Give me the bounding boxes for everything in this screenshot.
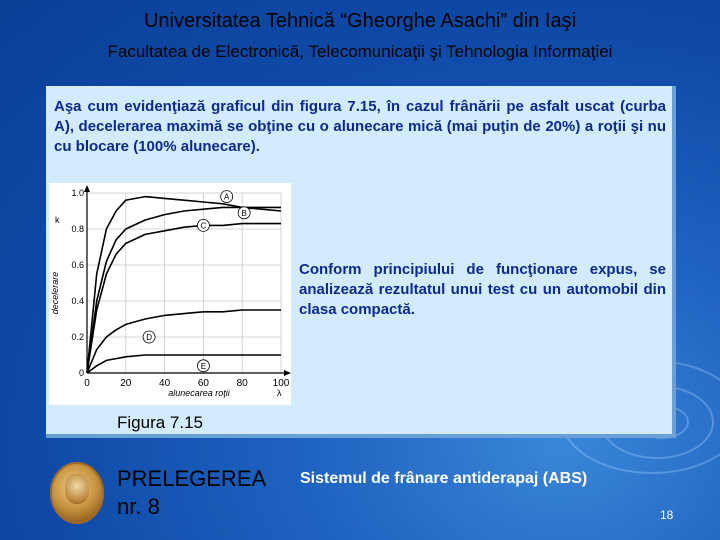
lecture-label: PRELEGEREA: [117, 466, 267, 491]
x-tick-label: 80: [236, 378, 248, 389]
y-axis-label: decelerare: [50, 271, 60, 315]
curve-label-text: D: [146, 333, 152, 342]
intro-paragraph: Aşa cum evidenţiază graficul din figura 7.15, în cazul frânării pe asfalt uscat (curba A), decelerarea maximă se obţine cu o alunecare mică (mai puţin de 20%) a roţii şi nu cu blocare (100% alunecare).: [54, 98, 666, 155]
y-axis-unit: k: [55, 215, 60, 225]
figure-chart: [49, 183, 291, 410]
y-tick-label: 0.6: [71, 260, 84, 270]
curve-label-D: [143, 331, 155, 343]
deceleration-vs-slip-chart: [49, 183, 291, 405]
x-tick-label: 20: [120, 378, 132, 389]
lecture-topic: Sistemul de frânare antiderapaj (ABS): [300, 470, 588, 487]
lecture-number: [117, 465, 266, 521]
x-tick-label: 100: [272, 378, 290, 389]
x-tick-label: 0: [84, 378, 90, 389]
y-tick-label: 0: [78, 368, 84, 378]
curve-label-C: [197, 219, 209, 231]
x-tick-label: 60: [197, 378, 209, 389]
faculty-subtitle: Facultatea de Electronică, Telecomunicaţii şi Tehnologia Informaţiei: [107, 42, 613, 61]
chart-background: [49, 183, 291, 405]
y-tick-label: 0.8: [71, 224, 84, 234]
curve-label-E: [197, 360, 209, 372]
x-axis-label: alunecarea roţii: [168, 388, 230, 398]
lecture-number-text: nr. 8: [117, 494, 160, 519]
curve-label-text: B: [241, 208, 247, 218]
university-title: Universitatea Tehnică “Gheorghe Asachi” din Iaşi: [143, 10, 577, 32]
curve-label-text: C: [200, 221, 207, 231]
y-tick-label: 0.4: [71, 296, 84, 306]
x-tick-label: 40: [159, 378, 171, 389]
curve-label-text: E: [200, 361, 207, 371]
portrait-relief: [65, 474, 89, 504]
test-paragraph: Conform principiului de funcţionare expus, se analizează rezultatul unui test cu un automobil din clasa compactă.: [299, 261, 666, 318]
curve-label-A: [221, 191, 233, 203]
university-medal-logo: [50, 462, 104, 524]
figure-caption: Figura 7.15: [117, 413, 203, 432]
curve-label-B: [238, 207, 250, 219]
page-number: 18: [660, 508, 674, 522]
y-tick-label: 0.2: [71, 332, 84, 342]
x-axis-unit: λ: [277, 388, 282, 398]
curve-label-text: A: [224, 192, 230, 202]
y-tick-label: 1.0: [71, 188, 84, 198]
